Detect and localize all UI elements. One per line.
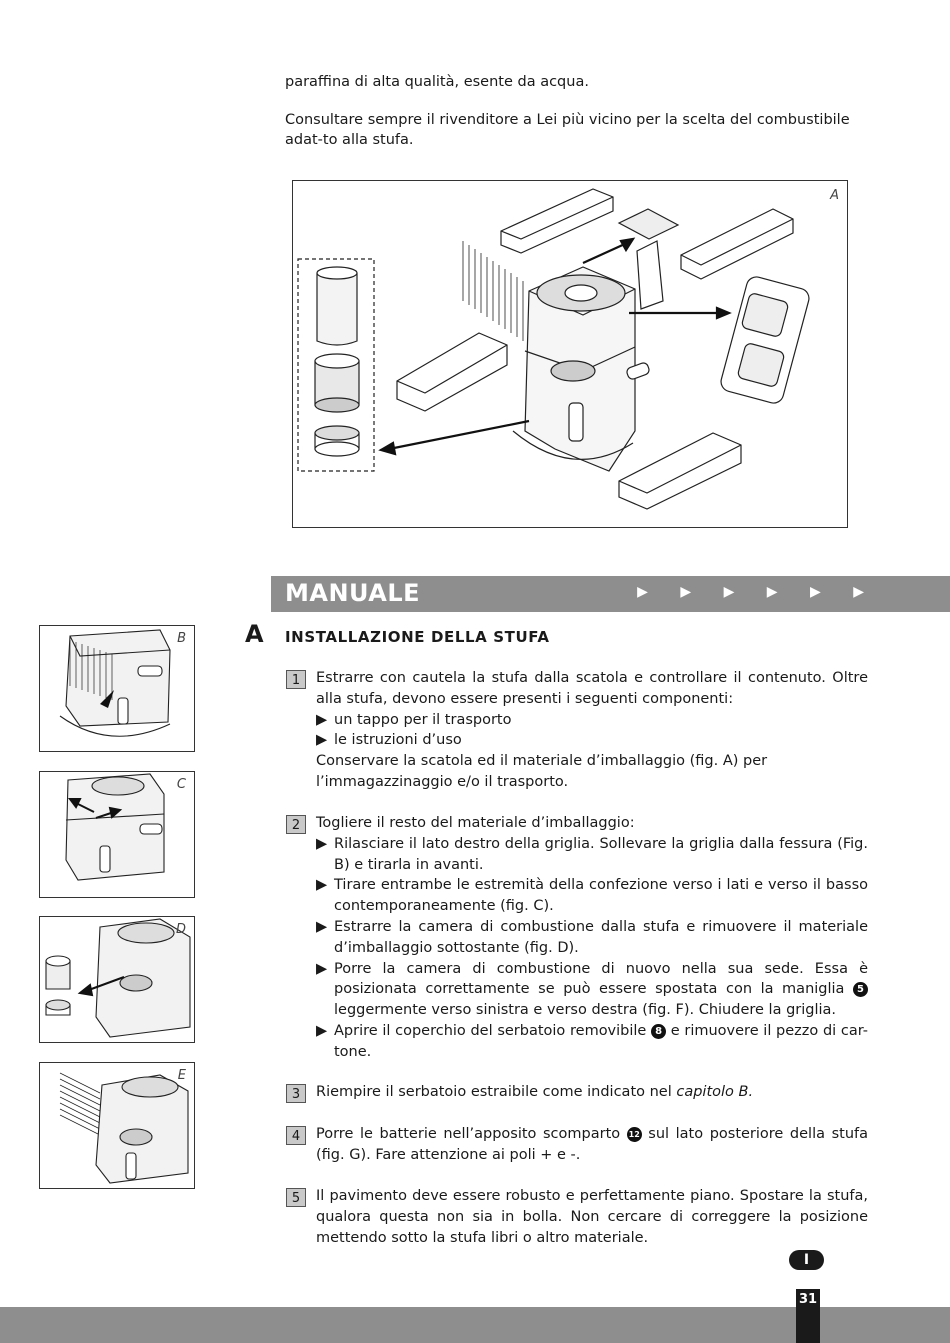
banner-arrows: ▶ ▶ ▶ ▶ ▶ ▶	[637, 584, 878, 600]
figure-b-illustration	[40, 626, 194, 751]
step-4-body-end: sul lato posteriore della stufa (fig. G). Fare attenzione ai poli + e -.	[316, 1126, 868, 1163]
bullet-item	[316, 917, 868, 959]
figure-e-illustration	[40, 1063, 194, 1188]
bullet-arrow-icon: ▶	[316, 960, 328, 977]
banner-title: MANUALE	[285, 579, 421, 607]
step-3-text	[316, 1082, 868, 1103]
step-1-outro: Conservare la scatola ed il materiale d’imballaggio (fig. A) per l’immagazzinaggio e/o il trasporto.	[316, 753, 768, 790]
step-5-text: Il pavimento deve essere robusto e perfettamente piano. Spostare la stufa, qualora questa non sia in bolla. Non cercare di correggere la posizione mettendo sotto la stufa libri o altro materiale.	[316, 1188, 868, 1246]
bullet-item	[316, 834, 868, 876]
figure-c-illustration	[40, 772, 194, 897]
step-number: 3	[286, 1084, 306, 1103]
bullet-item	[316, 875, 868, 917]
figure-a-label: A	[830, 188, 839, 203]
reference-badge: 8	[651, 1024, 666, 1039]
figure-d-illustration	[40, 917, 194, 1042]
reference-badge: 12	[627, 1127, 642, 1142]
bullet-text: Tirare entrambe le estremità della confezione verso i lati e verso il basso contemporaneamente (fig. C).	[334, 877, 868, 915]
figure-a-illustration	[293, 181, 847, 527]
step-number: 5	[286, 1188, 306, 1207]
step-number: 4	[286, 1126, 306, 1145]
step-1-intro: Estrarre con cautela la stufa dalla scatola e controllare il contenuto. Oltre alla stufa, devono essere presenti i seguenti componenti:	[316, 670, 868, 707]
figure-b	[39, 625, 195, 752]
bullet-arrow-icon: ▶	[316, 732, 328, 749]
figure-e-label: E	[177, 1068, 186, 1083]
bullet-arrow-icon: ▶	[316, 835, 328, 852]
bullet-text: Aprire il coperchio del serbatoio removibile	[334, 1022, 647, 1039]
step-2-text	[316, 813, 868, 1063]
reference-badge: 5	[853, 982, 868, 997]
bullet-arrow-icon: ▶	[316, 877, 328, 894]
bullet-item	[316, 710, 868, 731]
figure-e	[39, 1062, 195, 1189]
figure-b-label: B	[177, 631, 186, 646]
bullet-arrow-icon: ▶	[316, 918, 328, 935]
section-banner	[271, 576, 950, 612]
step-number: 2	[286, 815, 306, 834]
figure-d-label: D	[175, 922, 186, 937]
bullet-item	[316, 959, 868, 1021]
bullet-item	[316, 1021, 868, 1063]
bullet-arrow-icon: ▶	[316, 711, 328, 728]
bullet-text: Rilasciare il lato destro della griglia. Sollevare la griglia dalla fessura (Fig. B) e tirarla in avanti.	[334, 835, 868, 873]
figure-d	[39, 916, 195, 1043]
intro-line-1: paraffina di alta qualità, esente da acqua.	[285, 74, 589, 90]
bullet-text: Estrarre la camera di combustione dalla stufa e rimuovere il materiale d’imballaggio sottostante (fig. D).	[334, 918, 868, 956]
bullet-text: Porre la camera di combustione di nuovo nella sua sede. Essa è posizionata correttamente se può essere spostata con la maniglia	[334, 960, 868, 998]
step-number: 1	[286, 670, 306, 689]
page-number: 31	[796, 1289, 820, 1343]
step-3-emphasis: capitolo B.	[676, 1084, 754, 1100]
intro-line-2: Consultare sempre il rivenditore a Lei più vicino per la scelta del combustibile adat-to alla stufa.	[285, 112, 850, 148]
figure-c	[39, 771, 195, 898]
bullet-text: un tappo per il trasporto	[334, 711, 512, 728]
step-4-text	[316, 1124, 868, 1166]
bullet-text: le istruzioni d’uso	[334, 732, 462, 749]
bullet-text: leggermente verso sinistra e verso destra (fig. F). Chiudere la griglia.	[334, 1002, 837, 1019]
section-letter: A	[245, 620, 264, 648]
bullet-text: e rimuovere il pezzo di car-tone.	[334, 1022, 869, 1060]
figure-a	[292, 180, 848, 528]
step-1-text	[316, 668, 868, 793]
bullet-item	[316, 730, 868, 751]
figure-c-label: C	[176, 777, 186, 792]
section-title: INSTALLAZIONE DELLA STUFA	[285, 628, 550, 646]
language-badge: I	[789, 1250, 824, 1270]
step-4-body: Porre le batterie nell’apposito scomparto	[316, 1126, 621, 1142]
bullet-arrow-icon: ▶	[316, 1022, 328, 1039]
step-3-body: Riempire il serbatoio estraibile come indicato nel	[316, 1084, 672, 1100]
step-2-intro: Togliere il resto del materiale d’imballaggio:	[316, 815, 635, 831]
